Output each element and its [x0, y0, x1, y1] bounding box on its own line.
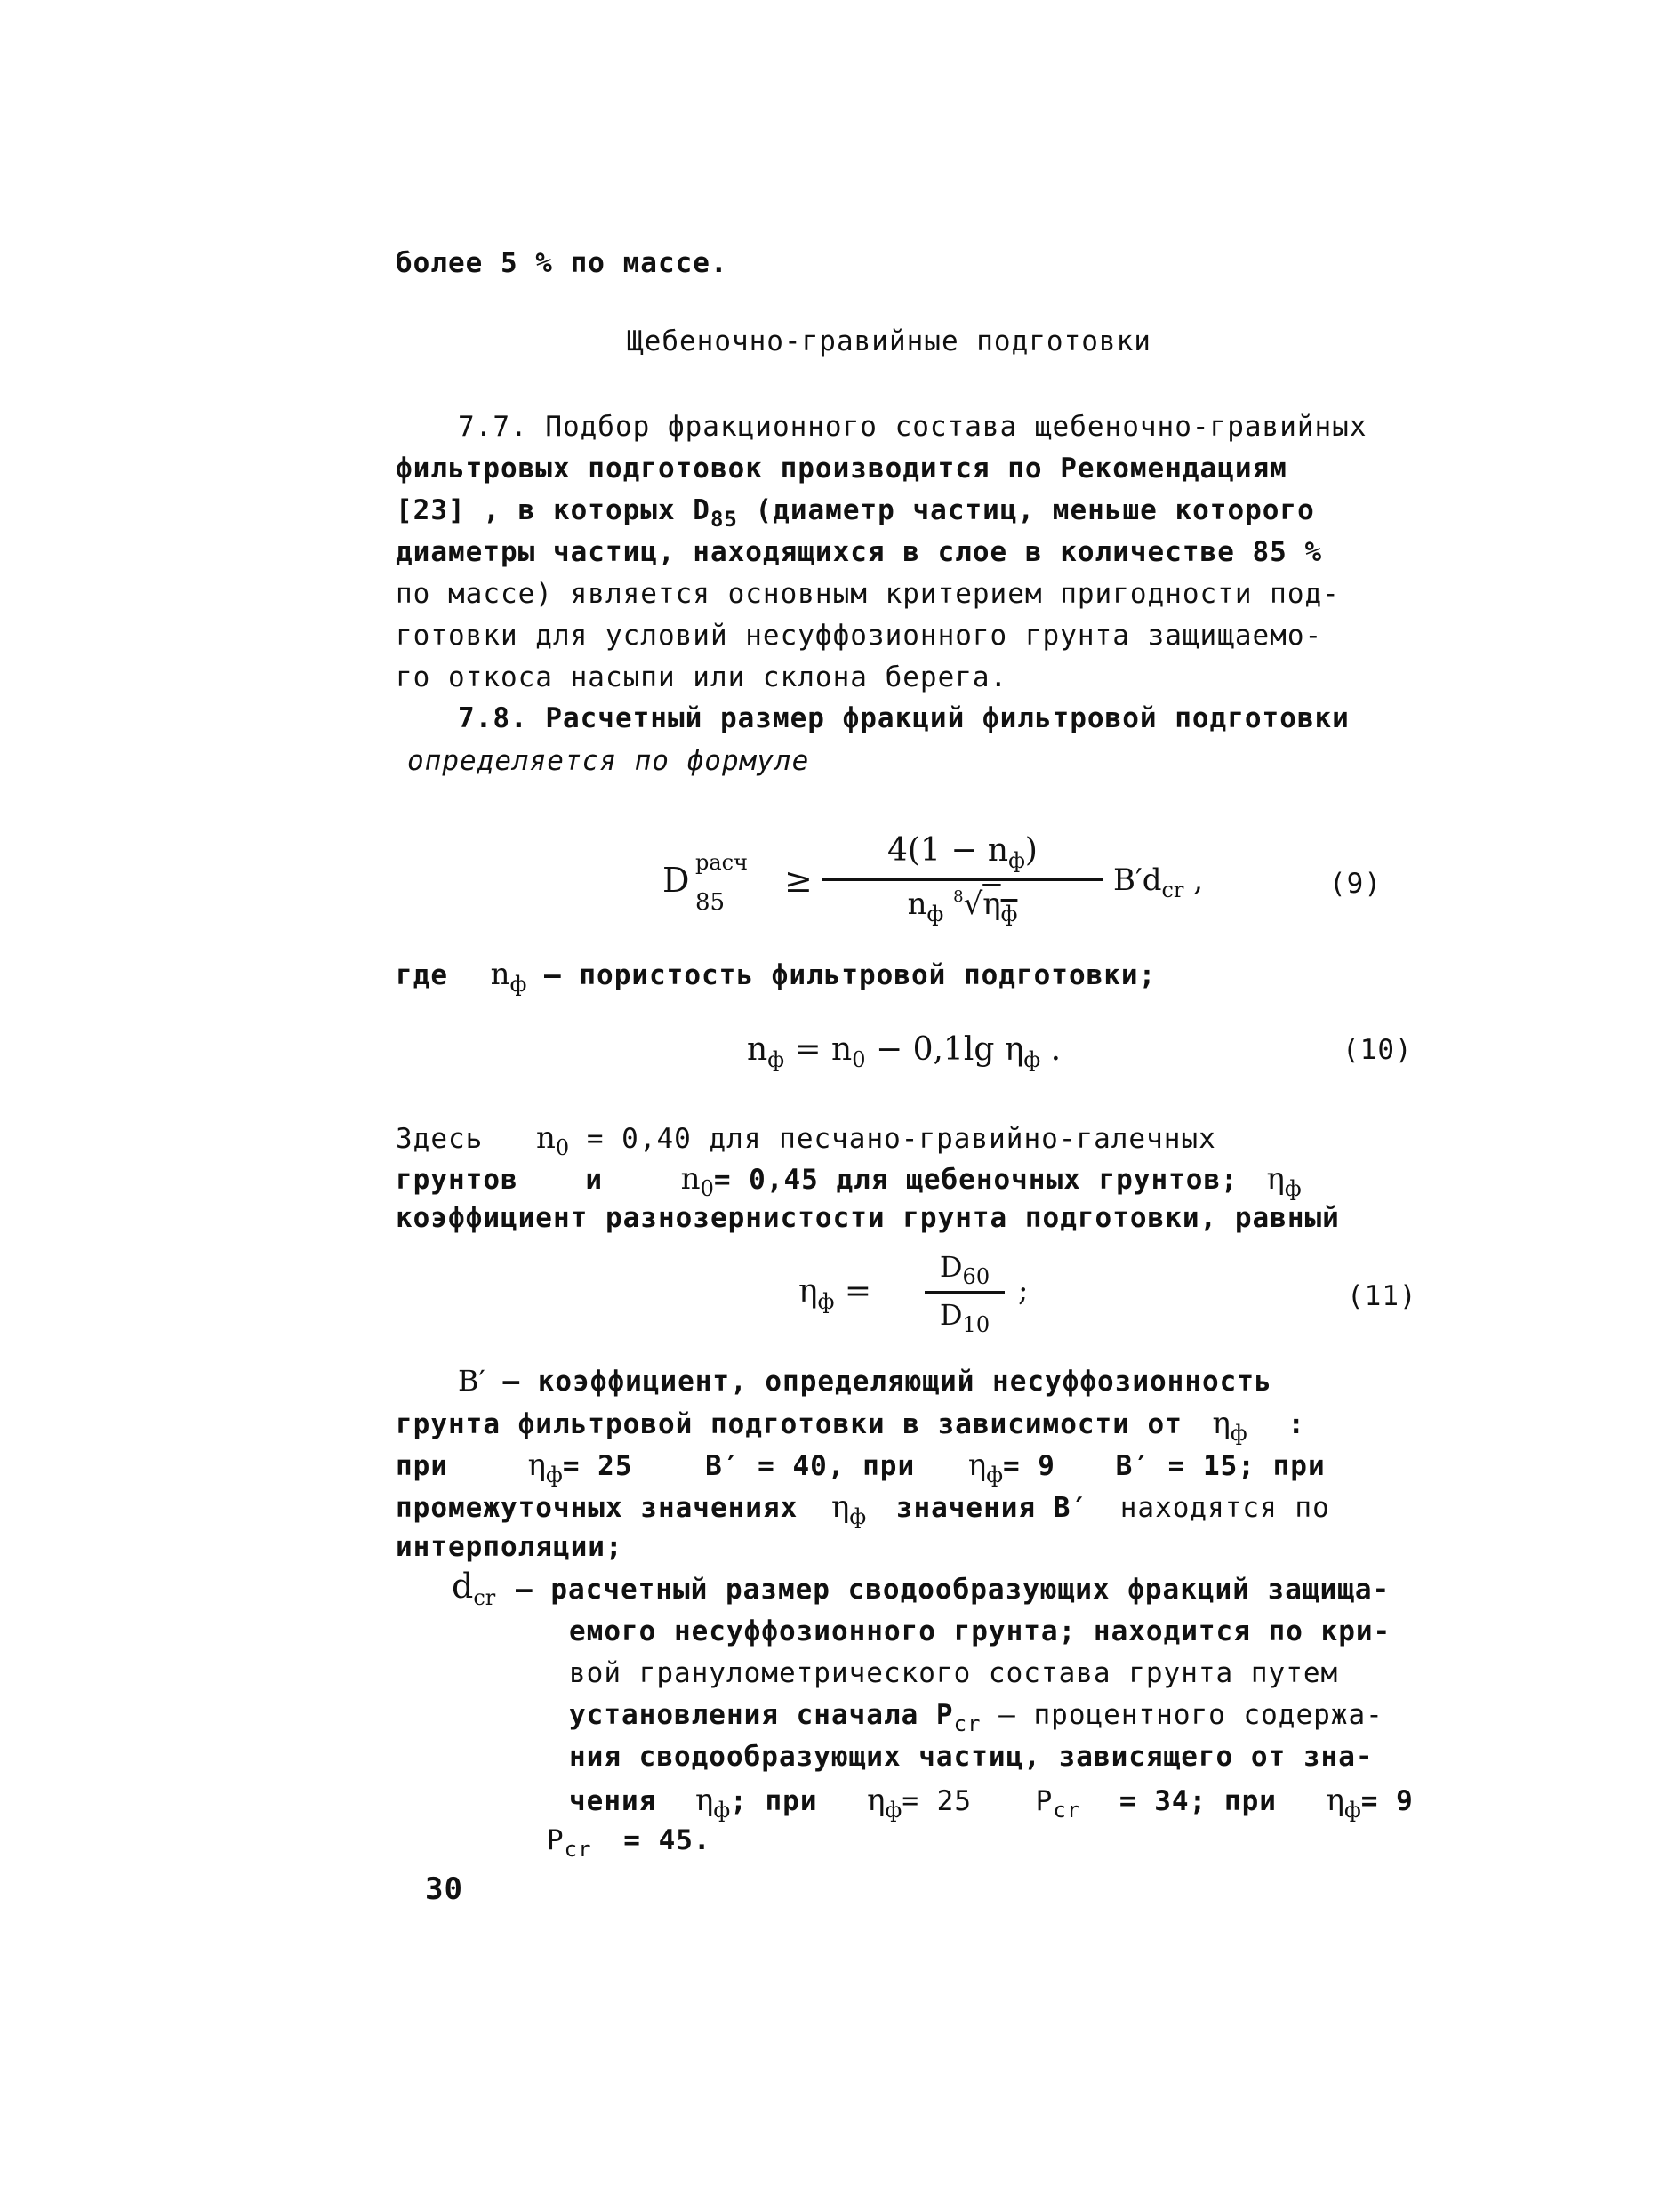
- dcr-line-5: ния сводообразующих частиц, зависящего от зна-: [569, 1741, 1374, 1773]
- formula-9-ge: ≥: [784, 861, 813, 900]
- formula-11-numerator: $D_{60}$: [939, 1250, 990, 1289]
- formula-9-rhs: $B'd_{cr}$ ,: [1113, 862, 1204, 902]
- p77-line-7: го откоса насыпи или склона берега.: [396, 661, 1008, 693]
- dcr-line-1: – расчетный размер сводообразующих фракций защища-: [516, 1574, 1391, 1606]
- formula-10-number: (10): [1343, 1034, 1413, 1066]
- dcr-symbol: $d_{cr}$: [452, 1567, 496, 1610]
- p77-line-5: по массе) является основным критерием пригодности под-: [396, 578, 1340, 610]
- zdes-line-1: Здесь $n_0 = 0,40$ для песчано-гравийно-галечных: [396, 1120, 1216, 1160]
- p78-line-2: определяется по формуле: [407, 745, 810, 777]
- formula-9-denominator: $n_ф$ $^8√\eta_ф$: [907, 886, 1018, 926]
- dcr-line-2: емого несуффозионного грунта; находится по кри-: [569, 1615, 1391, 1647]
- bdef-line-2: грунта фильтровой подготовки в зависимости от $\eta_ф$ :: [396, 1406, 1306, 1446]
- zdes-line-3: коэффициент разнозернистости грунта подготовки, равный: [396, 1202, 1340, 1234]
- formula-9-lhs-sup: расч: [695, 850, 748, 875]
- p77-line-2: фильтровых подготовок производится по Рекомендациям: [396, 453, 1287, 485]
- formula-9-number: (9): [1329, 868, 1382, 900]
- formula-11-lhs: $\eta_ф$ =: [798, 1273, 871, 1314]
- bdef-line-1: B′ – коэффициент, определяющий несуффозионность: [458, 1364, 1272, 1398]
- formula-9-lhs: D: [662, 861, 690, 900]
- page-number: 30: [425, 1871, 463, 1907]
- formula-9-numerator: $4(1 - n_ф)$: [887, 832, 1038, 873]
- p77-line-4: диаметры частиц, находящихся в слое в количестве 85 %: [396, 536, 1323, 568]
- bdef-line-3: при $\eta_ф= 25$ B′ = 40, при $\eta_ф= 9$ B′ = 15; при: [396, 1447, 1326, 1487]
- p77-line-3: [23] , в которых $D_{85}$ (диаметр частиц, меньше которого: [396, 494, 1315, 532]
- dcr-line-4: установления сначала $P_{cr}$ – процентного содержа-: [569, 1699, 1383, 1736]
- zdes-line-2: грунтов и $n_0= 0,45$ для щебеночных грунтов; $\eta_ф$: [396, 1161, 1302, 1201]
- dcr-line-3: вой гранулометрического состава грунта путем: [569, 1657, 1339, 1689]
- formula-11-fraction-bar: [925, 1291, 1005, 1294]
- formula-11-number: (11): [1347, 1280, 1417, 1312]
- where-line: где $n_ф$ – пористость фильтровой подготовки;: [396, 957, 1157, 997]
- dcr-line-7: $P_{cr} = 45$.: [547, 1824, 711, 1862]
- formula-11-tail: ;: [1018, 1273, 1029, 1309]
- section-title: Щебеночно-гравийные подготовки: [627, 325, 1151, 357]
- p77-line-6: готовки для условий несуффозионного грунта защищаемо-: [396, 620, 1323, 652]
- formula-9-lhs-sub: 85: [695, 889, 726, 916]
- dcr-line-6: чения $\eta_ф$; при $\eta_ф= 25$ $P_{cr} = 34$; при $\eta_ф= 9$: [569, 1783, 1414, 1823]
- formula-11-denominator: $D_{10}$: [939, 1298, 990, 1337]
- bdef-line-4: промежуточных значениях $\eta_ф$ значения B′ находятся по: [396, 1489, 1330, 1529]
- top-line: более 5 % по массе.: [396, 247, 728, 279]
- formula-9-fraction-bar: [822, 878, 1103, 881]
- formula-10: $n_ф = n_0 - 0,1\lg$ $\eta_ф$ .: [747, 1031, 1062, 1072]
- p77-line-1: 7.7. Подбор фракционного состава щебеночно-гравийных: [458, 411, 1367, 443]
- p78-line-1: 7.8. Расчетный размер фракций фильтровой подготовки: [458, 702, 1350, 734]
- bdef-line-5: интерполяции;: [396, 1531, 623, 1563]
